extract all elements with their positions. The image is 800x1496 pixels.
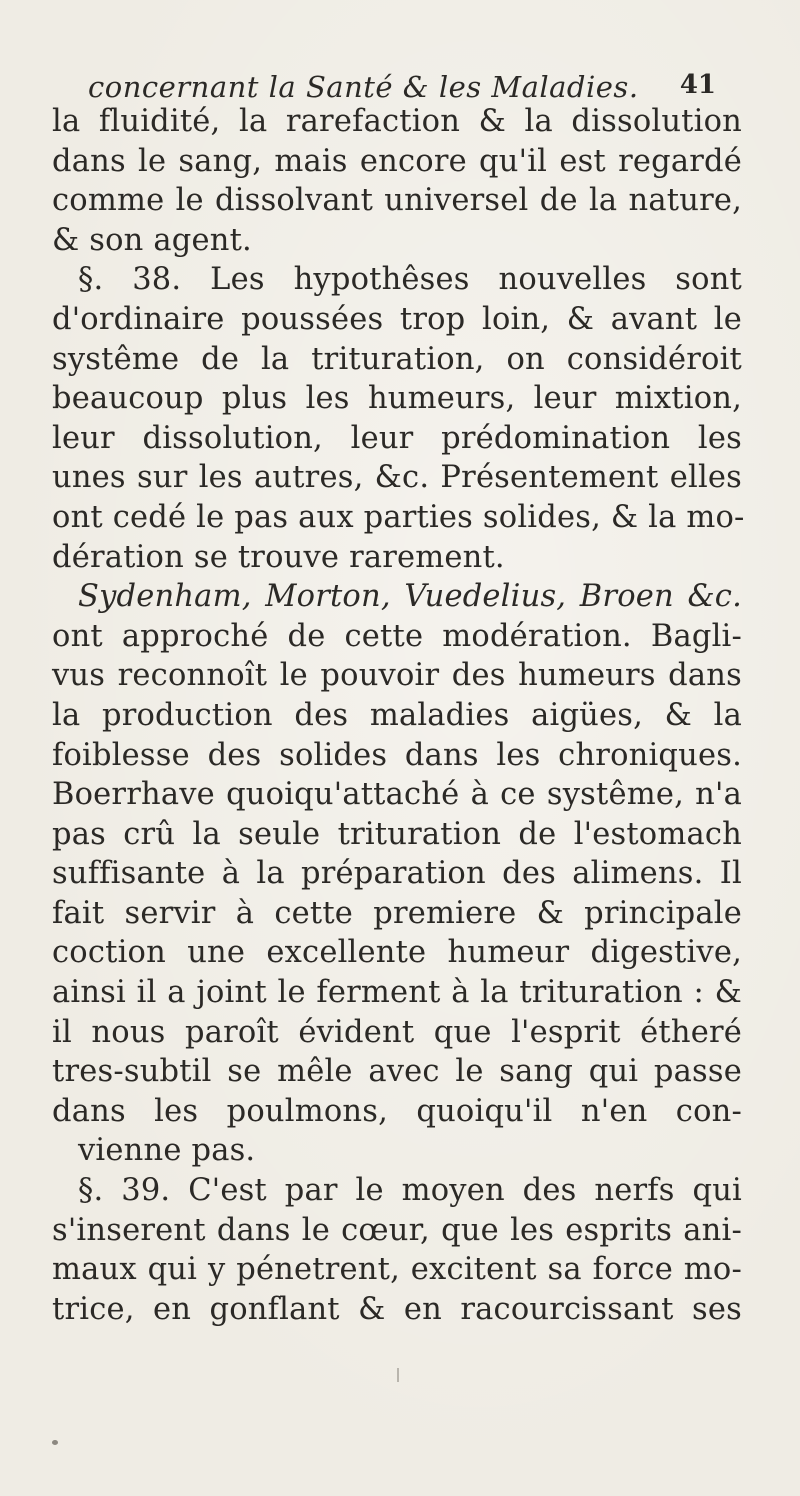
body-text (52, 102, 745, 1329)
text-line: dans le sang, mais encore qu'il est regardé (52, 143, 742, 179)
text-line: tres-subtil se mêle avec le sang qui passe (52, 1054, 742, 1090)
section-39-start: §. 39. C'est par le moyen des nerfs qui (78, 1173, 742, 1209)
text-line: comme le dissolvant universel de la nature, (52, 183, 742, 219)
text-line: vienne pas. (78, 1133, 256, 1169)
author-names-line: Sydenham, Morton, Vuedelius, Broen &c. (78, 579, 742, 615)
running-head (62, 62, 722, 106)
text-line: ont approché de cette modération. Bagli- (52, 618, 742, 654)
text-line: vus reconnoît le pouvoir des humeurs dans (52, 658, 742, 694)
text-line: il nous paroît évident que l'esprit étheré (52, 1014, 742, 1050)
text-line: Boerrhave quoiqu'attaché à ce systême, n'a (52, 777, 742, 813)
text-line: pas crû la seule trituration de l'estomach (52, 816, 742, 852)
ink-mark (397, 1368, 399, 1382)
page-number: 41 (679, 70, 716, 100)
text-line: dans les poulmons, quoiqu'il n'en con- (52, 1093, 742, 1129)
text-line: la fluidité, la rarefaction & la dissolution (52, 104, 742, 139)
section-38-start: §. 38. Les hypothêses nouvelles sont (78, 262, 742, 298)
text-line: ont cedé le pas aux parties solides, & la mo- (52, 499, 745, 535)
text-line: leur dissolution, leur prédomination les (52, 420, 742, 456)
text-line: la production des maladies aigües, & la (52, 697, 742, 733)
text-line: d'ordinaire poussées trop loin, & avant le (52, 301, 742, 337)
text-line: unes sur les autres, &c. Présentement elles (52, 460, 742, 496)
text-line: foiblesse des solides dans les chroniques. (52, 737, 742, 773)
text-line: beaucoup plus les humeurs, leur mixtion, (52, 381, 742, 417)
text-line: dération se trouve rarement. (52, 539, 505, 575)
text-line: systême de la trituration, on considéroit (52, 341, 742, 377)
ink-blot (52, 1440, 58, 1445)
text-line: suffisante à la préparation des alimens. Il (52, 856, 742, 892)
text-line: ainsi il a joint le ferment à la trituration : & (52, 975, 742, 1011)
text-line: maux qui y pénetrent, excitent sa force mo- (52, 1252, 742, 1288)
text-line: & son agent. (52, 222, 252, 258)
running-title: concernant la Santé & les Maladies. (88, 70, 639, 104)
text-line: fait servir à cette premiere & principale (52, 895, 742, 931)
text-line: s'inserent dans le cœur, que les esprits ani- (52, 1212, 742, 1248)
text-line: coction une excellente humeur digestive, (52, 935, 742, 971)
text-line: trice, en gonflant & en racourcissant ses (52, 1291, 742, 1327)
